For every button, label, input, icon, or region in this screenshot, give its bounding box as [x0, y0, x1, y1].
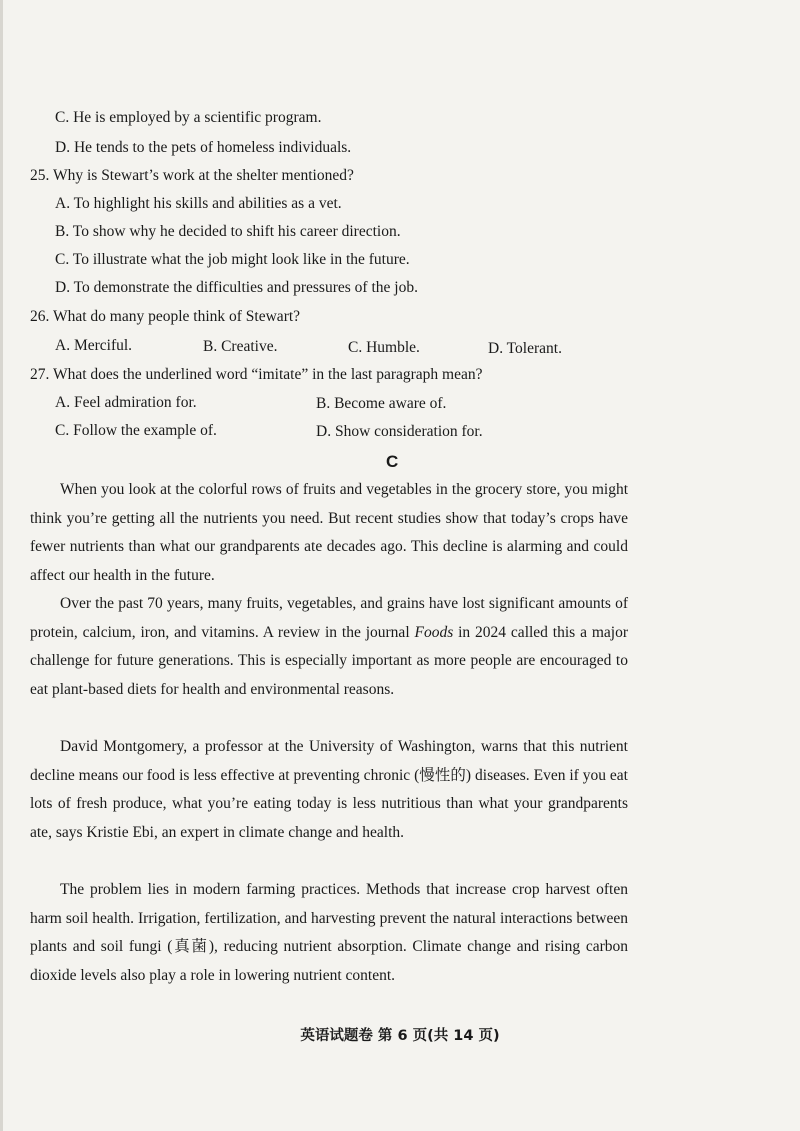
page-edge: [0, 0, 3, 1131]
passage-paragraph-2-text-b: in 2024 called this a major challenge for future generations. This is especially important as more people are encouraged to eat plant-based diets for health and environmental reasons.: [30, 623, 628, 698]
passage-paragraph-1: [30, 476, 628, 590]
q25-option-b: B. To show why he decided to shift his career direction.: [55, 223, 401, 240]
q24-option-d: D. He tends to the pets of homeless individuals.: [55, 139, 352, 156]
passage-paragraph-3-text: David Montgomery, a professor at the University of Washington, warns that this nutrient decline means our food is less effective at preventing chronic (慢性的) diseases. Even if you eat lots of fresh produce, what you’re eating today is less nutritious than what your grandparents ate, says Kristie Ebi, an expert in climate change and health.: [30, 738, 628, 841]
q26-option-c: C. Humble.: [348, 339, 420, 356]
q26-option-d: D. Tolerant.: [488, 340, 562, 357]
q25-option-c: C. To illustrate what the job might look like in the future.: [55, 251, 410, 268]
q26-stem: 26. What do many people think of Stewart?: [30, 308, 301, 325]
passage-paragraph-1-text: When you look at the colorful rows of fruits and vegetables in the grocery store, you might think you’re getting all the nutrients you need. But recent studies show that today’s crops have fewer nutrients than what our grandparents ate decades ago. This decline is alarming and could affect our health in the future.: [30, 481, 628, 584]
q27-option-d: D. Show consideration for.: [316, 423, 483, 440]
q27-option-a: A. Feel admiration for.: [55, 394, 197, 411]
q27-stem: 27. What does the underlined word “imitate” in the last paragraph mean?: [30, 366, 483, 383]
passage-paragraph-3: [30, 733, 628, 847]
passage-paragraph-4-text: The problem lies in modern farming practices. Methods that increase crop harvest often harm soil health. Irrigation, fertilization, and harvesting prevent the natural interactions between plants and soil fungi (真菌), reducing nutrient absorption. Climate change and rising carbon dioxide levels also play a role in lowering nutrient content.: [30, 881, 628, 984]
q24-option-c: C. He is employed by a scientific program.: [55, 109, 322, 126]
journal-name: Foods: [414, 623, 454, 641]
section-label: C: [386, 452, 399, 471]
passage-paragraph-2: [30, 590, 628, 704]
q25-stem: 25. Why is Stewart’s work at the shelter mentioned?: [30, 167, 354, 184]
q26-option-b: B. Creative.: [203, 338, 278, 355]
q27-option-b: B. Become aware of.: [316, 395, 447, 412]
q27-option-c: C. Follow the example of.: [55, 422, 217, 439]
q25-option-a: A. To highlight his skills and abilities as a vet.: [55, 195, 342, 212]
passage-paragraph-2-text-a: Over the past 70 years, many fruits, vegetables, and grains have lost significant amounts of protein, calcium, iron, and vitamins. A review in the journal: [30, 595, 628, 641]
q25-option-d: D. To demonstrate the difficulties and pressures of the job.: [55, 279, 418, 296]
page-footer: 英语试题卷 第 6 页(共 14 页): [300, 1028, 500, 1044]
q26-option-a: A. Merciful.: [55, 337, 133, 354]
passage-paragraph-4: [30, 876, 628, 990]
